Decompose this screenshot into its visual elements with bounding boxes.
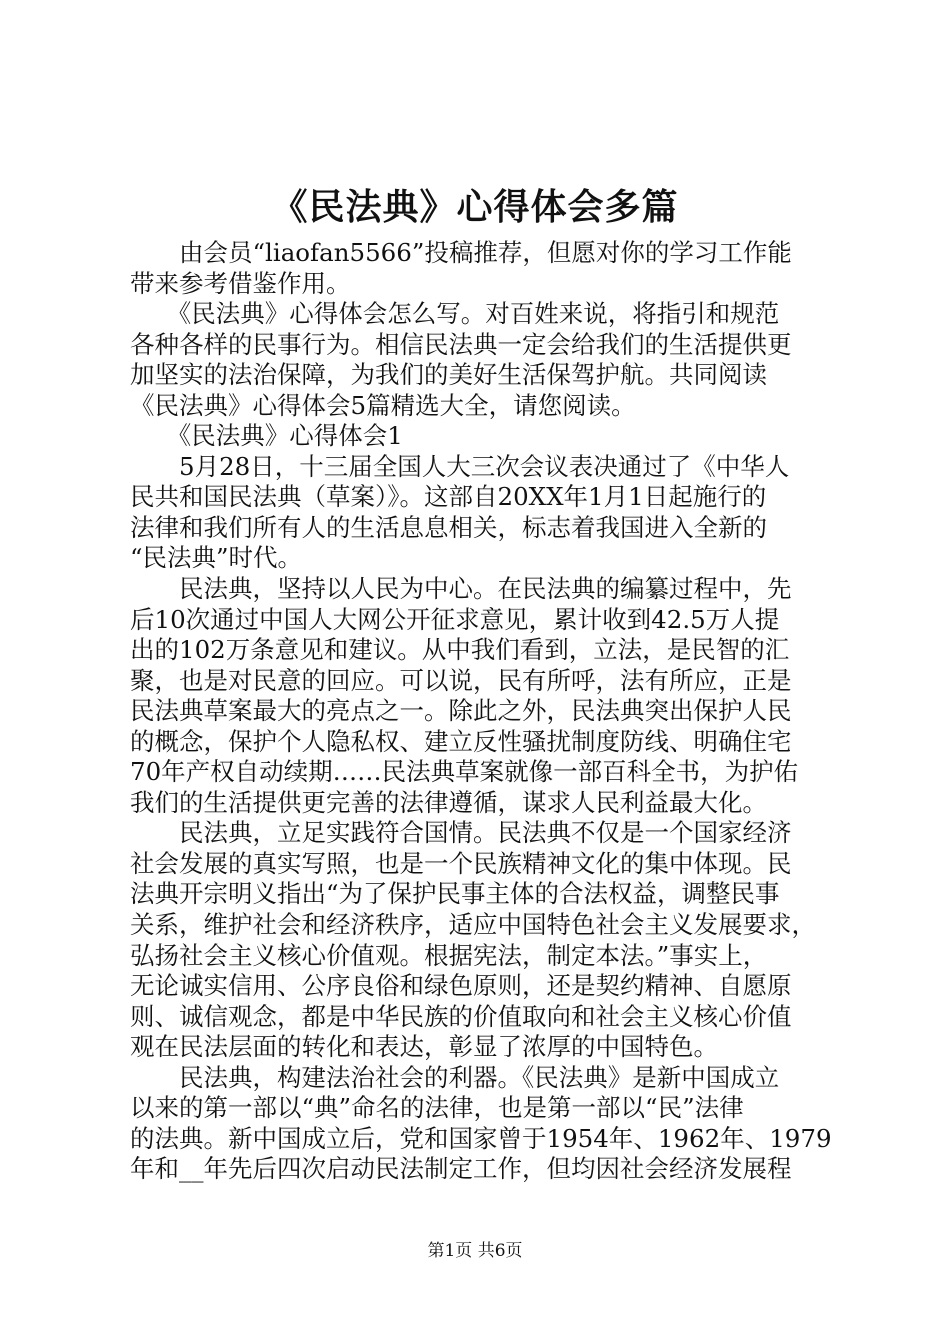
body-line: 《民法典》心得体会5篇精选大全，请您阅读。 [130,390,636,420]
body-line: 民共和国民法典（草案）》。这部自20XX年1月1日起施行的 [130,482,767,512]
document-body [130,238,836,1185]
body-line: 70年产权自动续期……民法典草案就像一部百科全书，为护佑 [130,757,799,787]
body-line: 出的102万条意见和建议。从中我们看到，立法，是民智的汇 [130,635,790,665]
body-line: 法典开宗明义指出“为了保护民事主体的合法权益，调整民事 [130,879,780,909]
body-line: “民法典”时代。 [130,543,303,573]
body-line: 以来的第一部以“典”命名的法律，也是第一部以“民”法律 [130,1093,744,1123]
body-line: 《民法典》心得体会怎么写。对百姓来说，将指引和规范 [130,299,780,329]
body-line: 各种各样的民事行为。相信民法典一定会给我们的生活提供更 [130,329,792,359]
body-line: 的法典。新中国成立后，党和国家曾于1954年、1962年、1979 [130,1123,832,1153]
body-line: 弘扬社会主义核心价值观。根据宪法，制定本法。”事实上， [130,940,768,970]
body-line: 无论诚实信用、公序良俗和绿色原则，还是契约精神、自愿原 [130,971,792,1001]
body-line: 民法典，立足实践符合国情。民法典不仅是一个国家经济 [130,818,792,848]
body-line: 年和__年先后四次启动民法制定工作，但均因社会经济发展程 [130,1154,792,1184]
body-line: 观在民法层面的转化和表达，彰显了浓厚的中国特色。 [130,1032,718,1062]
page-footer: 第1页 共6页 [427,1241,523,1261]
body-line: 加坚实的法治保障，为我们的美好生活保驾护航。共同阅读 [130,360,767,390]
body-line: 民法典草案最大的亮点之一。除此之外，民法典突出保护人民 [130,696,792,726]
document-title: 《民法典》心得体会多篇 [271,187,679,228]
body-line: 《民法典》心得体会1 [130,421,403,451]
body-line: 社会发展的真实写照，也是一个民族精神文化的集中体现。民 [130,848,792,878]
body-line: 则、诚信观念，都是中华民族的价值取向和社会主义核心价值 [130,1001,792,1031]
body-line: 的概念，保护个人隐私权、建立反性骚扰制度防线、明确住宅 [130,726,792,756]
body-line: 带来参考借鉴作用。 [130,268,351,298]
body-line: 关系，维护社会和经济秩序，适应中国特色社会主义发展要求， [130,910,816,940]
body-line: 5月28日，十三届全国人大三次会议表决通过了《中华人 [130,451,790,481]
body-line: 民法典，坚持以人民为中心。在民法典的编纂过程中，先 [130,574,792,604]
body-line: 聚，也是对民意的回应。可以说，民有所呼，法有所应，正是 [130,665,792,695]
body-line: 民法典，构建法治社会的利器。《民法典》是新中国成立 [130,1062,780,1092]
body-line: 我们的生活提供更完善的法律遵循，谋求人民利益最大化。 [130,787,767,817]
body-line: 法律和我们所有人的生活息息相关，标志着我国进入全新的 [130,512,767,542]
body-line: 由会员“liaofan5566”投稿推荐，但愿对你的学习工作能 [130,238,792,267]
body-line: 后10次通过中国人大网公开征求意见，累计收到42.5万人提 [130,604,780,634]
